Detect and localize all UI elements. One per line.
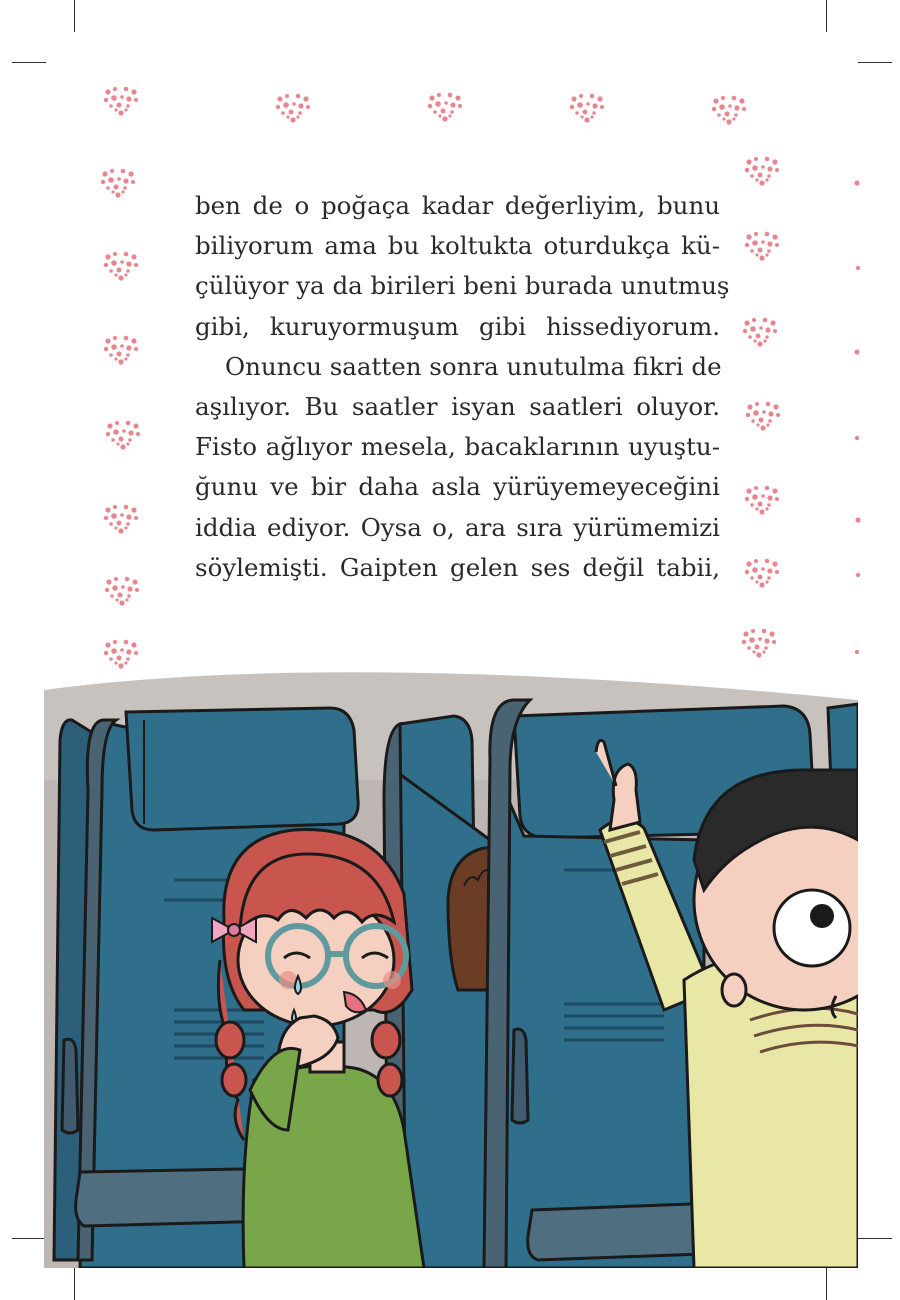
text-line: Fisto ağlıyor mesela, bacaklarının uyuştu- <box>195 432 720 462</box>
text-line: aşılıyor. Bu saatler isyan saatleri oluyor. <box>195 392 720 422</box>
text-line: iddia ediyor. Oysa o, ara sıra yürümemizi <box>195 512 720 542</box>
text-line: gibi, kuruyormuşum gibi hissediyorum. <box>195 311 720 341</box>
paragraph <box>195 186 730 347</box>
crop-mark <box>826 1268 827 1300</box>
airplane-seats-illustration <box>44 660 858 1268</box>
paragraph <box>195 347 720 588</box>
text-line: Onuncu saatten sonra unutulma fikri de <box>225 351 722 381</box>
crop-mark <box>858 1238 892 1239</box>
text-line: ben de o poğaça kadar değerliyim, bunu <box>195 191 720 220</box>
crop-mark <box>74 1268 75 1300</box>
text-line: ğunu ve bir daha asla yürüyemeyeceğini <box>195 472 720 502</box>
text-line: çülüyor ya da birileri beni burada unutmuş <box>195 271 730 301</box>
body-text <box>195 186 730 588</box>
crop-mark <box>12 1238 46 1239</box>
text-line: biliyorum ama bu koltukta oturdukça kü- <box>195 231 720 261</box>
text-line: söylemişti. Gaipten gelen ses değil tabii, <box>195 552 720 582</box>
crying-girl-figure <box>212 830 424 1268</box>
